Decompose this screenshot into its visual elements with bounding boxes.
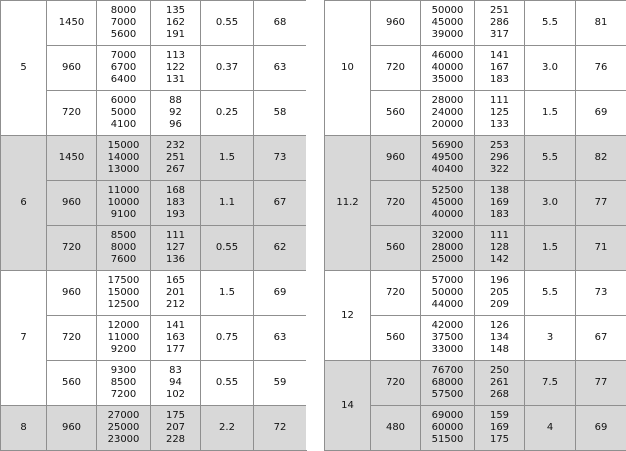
pressure-cell-value: 209 [475, 299, 524, 311]
pressure-cell-value: 136 [151, 254, 200, 266]
flow-cell [97, 181, 151, 226]
flow-cell-value: 40000 [421, 62, 474, 74]
table-row [1, 226, 307, 271]
flow-cell [421, 226, 475, 271]
flow-cell [97, 226, 151, 271]
table-row [325, 316, 626, 361]
flow-cell-value: 15000 [97, 140, 150, 152]
pressure-cell-value: 228 [151, 434, 200, 446]
speed-cell: 1450 [47, 136, 97, 181]
noise-cell: 76 [576, 46, 626, 91]
pressure-cell-value: 148 [475, 344, 524, 356]
pressure-cell [475, 46, 525, 91]
flow-cell-value: 9100 [97, 209, 150, 221]
flow-cell-value: 15000 [97, 287, 150, 299]
noise-cell: 81 [576, 1, 626, 46]
table-row [325, 226, 626, 271]
flow-cell-value: 28000 [421, 95, 474, 107]
pressure-cell-value: 168 [151, 185, 200, 197]
flow-cell-value: 9200 [97, 344, 150, 356]
speed-cell: 720 [47, 226, 97, 271]
power-cell: 1.5 [525, 226, 576, 271]
pressure-cell [475, 226, 525, 271]
pressure-cell-value: 175 [475, 434, 524, 446]
noise-cell: 77 [576, 361, 626, 406]
flow-cell-value: 6400 [97, 74, 150, 86]
flow-cell [421, 91, 475, 136]
flow-cell [97, 406, 151, 451]
table-row [325, 271, 626, 316]
power-cell: 5.5 [525, 1, 576, 46]
pressure-cell-value: 111 [475, 95, 524, 107]
flow-cell-value: 27000 [97, 410, 150, 422]
noise-cell: 67 [576, 316, 626, 361]
pressure-cell-value: 205 [475, 287, 524, 299]
noise-cell: 69 [576, 406, 626, 451]
right-spec-table [324, 0, 626, 451]
speed-cell: 480 [371, 406, 421, 451]
pressure-cell-value: 167 [475, 62, 524, 74]
size-cell: 8 [1, 406, 47, 451]
pressure-cell-value: 133 [475, 119, 524, 131]
pressure-cell [475, 91, 525, 136]
flow-cell [421, 271, 475, 316]
pressure-cell [475, 136, 525, 181]
flow-cell-value: 12500 [97, 299, 150, 311]
power-cell: 1.5 [201, 136, 254, 181]
table-row [325, 1, 626, 46]
noise-cell: 69 [576, 91, 626, 136]
flow-cell-value: 14000 [97, 152, 150, 164]
left-spec-table [0, 0, 307, 451]
pressure-cell-value: 253 [475, 140, 524, 152]
flow-cell [97, 46, 151, 91]
flow-cell-value: 20000 [421, 119, 474, 131]
flow-cell-value: 13000 [97, 164, 150, 176]
table-row [325, 361, 626, 406]
flow-cell-value: 56900 [421, 140, 474, 152]
noise-cell: 73 [576, 271, 626, 316]
flow-cell-value: 76700 [421, 365, 474, 377]
flow-cell-value: 9300 [97, 365, 150, 377]
power-cell: 0.55 [201, 361, 254, 406]
flow-cell [421, 181, 475, 226]
noise-cell: 69 [254, 271, 307, 316]
speed-cell: 1450 [47, 1, 97, 46]
pressure-cell-value: 113 [151, 50, 200, 62]
power-cell: 3.0 [525, 46, 576, 91]
flow-cell-value: 7600 [97, 254, 150, 266]
pressure-cell-value: 125 [475, 107, 524, 119]
power-cell: 7.5 [525, 361, 576, 406]
pressure-cell-value: 250 [475, 365, 524, 377]
noise-cell: 77 [576, 181, 626, 226]
pressure-cell-value: 111 [151, 230, 200, 242]
table-row [1, 136, 307, 181]
noise-cell: 63 [254, 316, 307, 361]
size-cell: 14 [325, 361, 371, 451]
pressure-cell-value: 169 [475, 197, 524, 209]
pressure-cell-value: 134 [475, 332, 524, 344]
flow-cell-value: 8000 [97, 5, 150, 17]
noise-cell: 71 [576, 226, 626, 271]
flow-cell [97, 361, 151, 406]
speed-cell: 560 [371, 91, 421, 136]
noise-cell: 63 [254, 46, 307, 91]
table-row [1, 361, 307, 406]
pressure-cell-value: 296 [475, 152, 524, 164]
pressure-cell-value: 169 [475, 422, 524, 434]
size-cell: 5 [1, 1, 47, 136]
pressure-cell-value: 94 [151, 377, 200, 389]
pressure-cell-value: 268 [475, 389, 524, 401]
pressure-cell-value: 88 [151, 95, 200, 107]
pressure-cell-value: 183 [475, 209, 524, 221]
flow-cell-value: 25000 [421, 254, 474, 266]
power-cell: 0.25 [201, 91, 254, 136]
size-cell: 12 [325, 271, 371, 361]
speed-cell: 720 [371, 271, 421, 316]
pressure-cell-value: 163 [151, 332, 200, 344]
power-cell: 1.1 [201, 181, 254, 226]
left-table-body [1, 1, 307, 451]
pressure-cell-value: 92 [151, 107, 200, 119]
power-cell: 5.5 [525, 136, 576, 181]
pressure-cell-value: 122 [151, 62, 200, 74]
flow-cell-value: 68000 [421, 377, 474, 389]
pressure-cell-value: 251 [475, 5, 524, 17]
speed-cell: 560 [371, 226, 421, 271]
pressure-cell-value: 212 [151, 299, 200, 311]
flow-cell-value: 7000 [97, 50, 150, 62]
flow-cell-value: 39000 [421, 29, 474, 41]
noise-cell: 59 [254, 361, 307, 406]
table-row [1, 91, 307, 136]
flow-cell-value: 7000 [97, 17, 150, 29]
flow-cell-value: 69000 [421, 410, 474, 422]
pressure-cell [151, 181, 201, 226]
noise-cell: 62 [254, 226, 307, 271]
flow-cell [421, 1, 475, 46]
pressure-cell-value: 207 [151, 422, 200, 434]
speed-cell: 960 [47, 181, 97, 226]
pressure-cell [475, 406, 525, 451]
size-cell: 7 [1, 271, 47, 406]
pressure-cell [151, 361, 201, 406]
speed-cell: 960 [371, 136, 421, 181]
power-cell: 0.55 [201, 226, 254, 271]
pressure-cell-value: 183 [475, 74, 524, 86]
pressure-cell-value: 286 [475, 17, 524, 29]
pressure-cell-value: 83 [151, 365, 200, 377]
pressure-cell [475, 316, 525, 361]
flow-cell-value: 40000 [421, 209, 474, 221]
flow-cell-value: 44000 [421, 299, 474, 311]
flow-cell-value: 42000 [421, 320, 474, 332]
flow-cell-value: 10000 [97, 197, 150, 209]
pressure-cell [151, 316, 201, 361]
flow-cell-value: 24000 [421, 107, 474, 119]
pressure-cell-value: 141 [475, 50, 524, 62]
noise-cell: 72 [254, 406, 307, 451]
table-row [325, 406, 626, 451]
flow-cell-value: 11000 [97, 185, 150, 197]
speed-cell: 720 [371, 46, 421, 91]
flow-cell-value: 33000 [421, 344, 474, 356]
flow-cell-value: 35000 [421, 74, 474, 86]
flow-cell [421, 406, 475, 451]
right-table-body [325, 1, 626, 451]
flow-cell [97, 316, 151, 361]
pressure-cell-value: 141 [151, 320, 200, 332]
flow-cell-value: 6700 [97, 62, 150, 74]
flow-cell [421, 316, 475, 361]
pressure-cell [151, 91, 201, 136]
pressure-cell [151, 226, 201, 271]
speed-cell: 560 [47, 361, 97, 406]
power-cell: 0.75 [201, 316, 254, 361]
flow-cell [97, 1, 151, 46]
pressure-cell-value: 251 [151, 152, 200, 164]
flow-cell-value: 46000 [421, 50, 474, 62]
pressure-cell-value: 159 [475, 410, 524, 422]
table-row [1, 316, 307, 361]
table-row [325, 46, 626, 91]
pressure-cell-value: 142 [475, 254, 524, 266]
table-row [1, 1, 307, 46]
flow-cell-value: 5000 [97, 107, 150, 119]
pressure-cell-value: 102 [151, 389, 200, 401]
pressure-cell-value: 165 [151, 275, 200, 287]
pressure-cell-value: 126 [475, 320, 524, 332]
power-cell: 1.5 [525, 91, 576, 136]
power-cell: 2.2 [201, 406, 254, 451]
flow-cell-value: 51500 [421, 434, 474, 446]
pressure-cell-value: 162 [151, 17, 200, 29]
pressure-cell [475, 361, 525, 406]
flow-cell-value: 17500 [97, 275, 150, 287]
flow-cell [97, 136, 151, 181]
speed-cell: 720 [47, 316, 97, 361]
flow-cell-value: 45000 [421, 197, 474, 209]
pressure-cell-value: 196 [475, 275, 524, 287]
pressure-cell [475, 1, 525, 46]
flow-cell-value: 12000 [97, 320, 150, 332]
noise-cell: 73 [254, 136, 307, 181]
flow-cell-value: 4100 [97, 119, 150, 131]
pressure-cell-value: 322 [475, 164, 524, 176]
flow-cell-value: 8500 [97, 377, 150, 389]
flow-cell-value: 28000 [421, 242, 474, 254]
pressure-cell [151, 406, 201, 451]
table-row [1, 46, 307, 91]
pressure-cell-value: 111 [475, 230, 524, 242]
flow-cell-value: 25000 [97, 422, 150, 434]
flow-cell-value: 57000 [421, 275, 474, 287]
pressure-cell-value: 267 [151, 164, 200, 176]
flow-cell-value: 23000 [97, 434, 150, 446]
pressure-cell-value: 261 [475, 377, 524, 389]
pressure-cell [475, 181, 525, 226]
power-cell: 0.37 [201, 46, 254, 91]
speed-cell: 560 [371, 316, 421, 361]
pressure-cell-value: 177 [151, 344, 200, 356]
flow-cell-value: 50000 [421, 5, 474, 17]
power-cell: 4 [525, 406, 576, 451]
flow-cell-value: 7200 [97, 389, 150, 401]
pressure-cell-value: 183 [151, 197, 200, 209]
table-row [1, 181, 307, 226]
power-cell: 3 [525, 316, 576, 361]
pressure-cell-value: 191 [151, 29, 200, 41]
table-row [325, 181, 626, 226]
table-row [1, 271, 307, 316]
pressure-cell-value: 317 [475, 29, 524, 41]
flow-cell-value: 8500 [97, 230, 150, 242]
noise-cell: 67 [254, 181, 307, 226]
table-row [325, 91, 626, 136]
flow-cell-value: 37500 [421, 332, 474, 344]
speed-cell: 720 [371, 361, 421, 406]
size-cell: 11.2 [325, 136, 371, 271]
pressure-cell-value: 131 [151, 74, 200, 86]
flow-cell-value: 6000 [97, 95, 150, 107]
flow-cell [421, 46, 475, 91]
pressure-cell-value: 96 [151, 119, 200, 131]
speed-cell: 720 [47, 91, 97, 136]
power-cell: 3.0 [525, 181, 576, 226]
pressure-cell-value: 193 [151, 209, 200, 221]
noise-cell: 82 [576, 136, 626, 181]
noise-cell: 68 [254, 1, 307, 46]
speed-cell: 960 [47, 271, 97, 316]
pressure-cell [151, 46, 201, 91]
power-cell: 1.5 [201, 271, 254, 316]
flow-cell-value: 50000 [421, 287, 474, 299]
flow-cell-value: 5600 [97, 29, 150, 41]
pressure-cell-value: 201 [151, 287, 200, 299]
flow-cell-value: 49500 [421, 152, 474, 164]
flow-cell-value: 52500 [421, 185, 474, 197]
pressure-cell-value: 128 [475, 242, 524, 254]
table-row [1, 406, 307, 451]
size-cell: 6 [1, 136, 47, 271]
flow-cell-value: 8000 [97, 242, 150, 254]
pressure-cell-value: 232 [151, 140, 200, 152]
flow-cell-value: 45000 [421, 17, 474, 29]
pressure-cell-value: 175 [151, 410, 200, 422]
pressure-cell-value: 138 [475, 185, 524, 197]
pressure-cell-value: 127 [151, 242, 200, 254]
pressure-cell [151, 271, 201, 316]
flow-cell-value: 32000 [421, 230, 474, 242]
flow-cell [421, 361, 475, 406]
table-row [325, 136, 626, 181]
speed-cell: 960 [371, 1, 421, 46]
noise-cell: 58 [254, 91, 307, 136]
flow-cell [421, 136, 475, 181]
flow-cell-value: 60000 [421, 422, 474, 434]
flow-cell-value: 57500 [421, 389, 474, 401]
flow-cell-value: 11000 [97, 332, 150, 344]
speed-cell: 720 [371, 181, 421, 226]
flow-cell [97, 91, 151, 136]
pressure-cell-value: 135 [151, 5, 200, 17]
flow-cell-value: 40400 [421, 164, 474, 176]
pressure-cell [151, 136, 201, 181]
power-cell: 5.5 [525, 271, 576, 316]
pressure-cell [475, 271, 525, 316]
power-cell: 0.55 [201, 1, 254, 46]
table-gap [306, 0, 324, 450]
flow-cell [97, 271, 151, 316]
speed-cell: 960 [47, 406, 97, 451]
size-cell: 10 [325, 1, 371, 136]
pressure-cell [151, 1, 201, 46]
speed-cell: 960 [47, 46, 97, 91]
